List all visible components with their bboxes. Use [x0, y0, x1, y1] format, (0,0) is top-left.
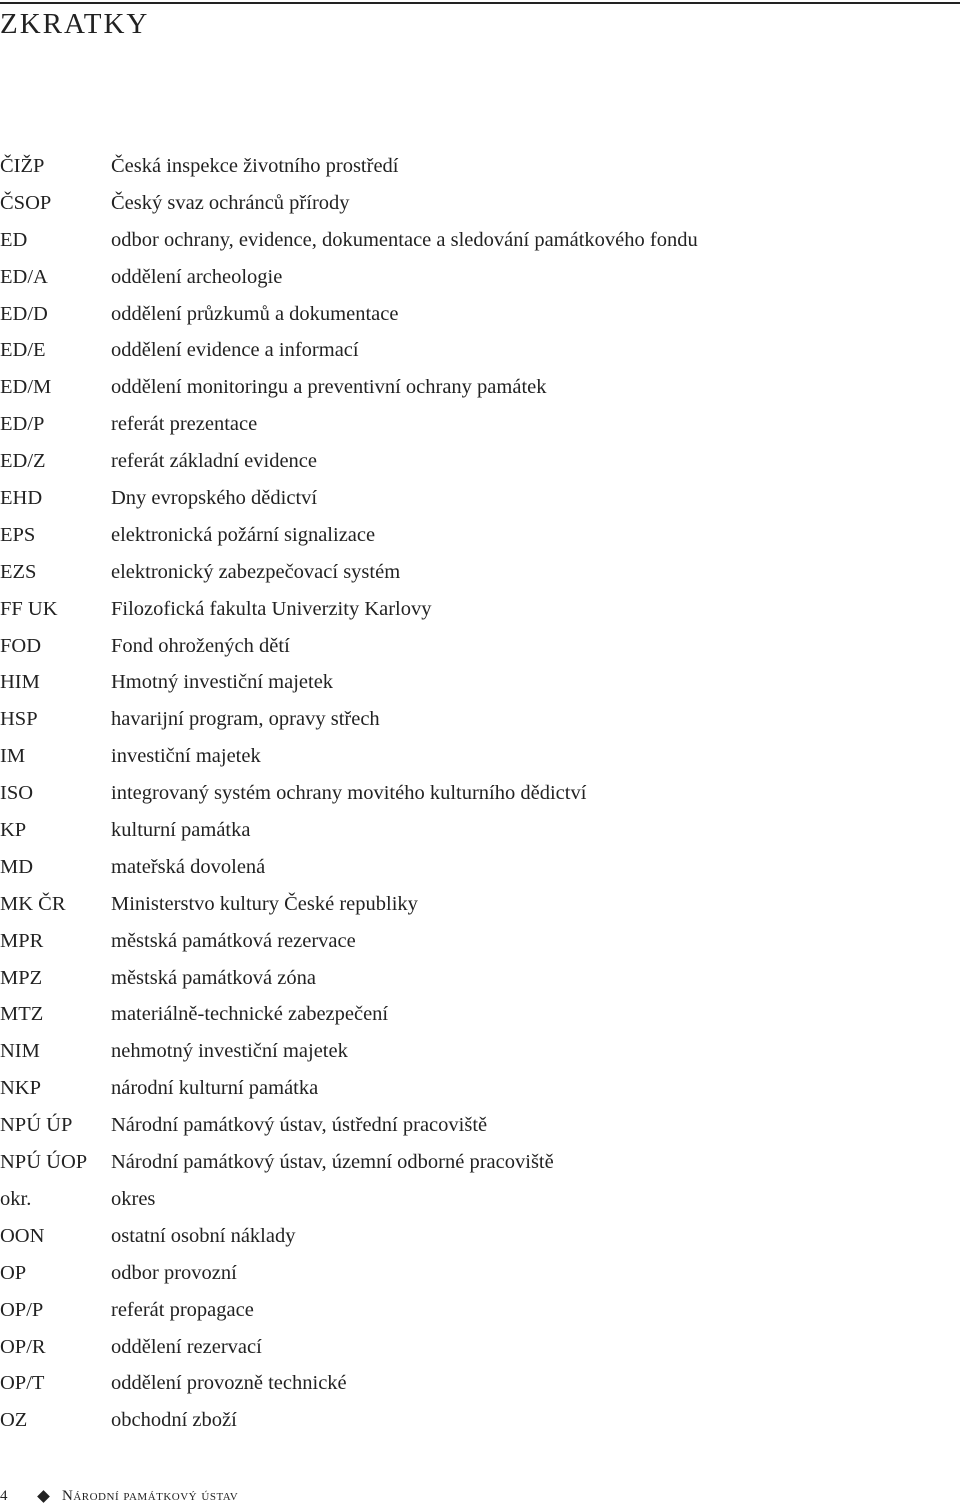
abbreviation-meaning: Národní památkový ústav, územní odborné pracoviště — [111, 1151, 554, 1174]
abbreviation-row — [0, 1365, 900, 1402]
abbreviation-code: NKP — [0, 1077, 42, 1100]
abbreviation-row — [0, 369, 900, 406]
abbreviation-row — [0, 960, 900, 997]
abbreviation-row — [0, 406, 900, 443]
abbreviation-row — [0, 1292, 900, 1329]
abbreviation-meaning: Hmotný investiční majetek — [111, 671, 334, 694]
abbreviation-code: FF UK — [0, 597, 58, 620]
abbreviation-code: IM — [0, 745, 26, 768]
abbreviation-meaning: Česká inspekce životního prostředí — [111, 155, 399, 177]
abbreviation-meaning: městská památková zóna — [111, 966, 316, 989]
abbreviation-row — [0, 775, 900, 812]
abbreviation-meaning: kulturní památka — [111, 819, 251, 842]
abbreviation-code: ED/E — [0, 339, 46, 362]
abbreviation-code: OP/P — [0, 1298, 44, 1321]
abbreviation-code: ČIŽP — [0, 155, 45, 177]
abbreviation-meaning: městská památková rezervace — [111, 929, 356, 952]
page-number: 4 — [0, 1488, 8, 1504]
abbreviation-code: HSP — [0, 708, 38, 731]
abbreviation-row — [0, 664, 900, 701]
header-rule — [0, 2, 960, 4]
abbreviation-meaning: oddělení provozně technické — [111, 1372, 347, 1395]
abbreviation-row — [0, 148, 900, 185]
abbreviation-row — [0, 517, 900, 554]
publisher-name: Národní památkový ústav — [62, 1488, 239, 1504]
abbreviation-row — [0, 849, 900, 886]
abbreviation-list — [0, 148, 900, 1439]
abbreviation-meaning: oddělení evidence a informací — [111, 339, 359, 362]
abbreviation-meaning: odbor provozní — [111, 1261, 237, 1284]
abbreviation-meaning: mateřská dovolená — [111, 855, 266, 878]
abbreviation-meaning: odbor ochrany, evidence, dokumentace a sledování památkového fondu — [111, 228, 698, 251]
abbreviation-code: ED — [0, 228, 28, 251]
abbreviation-meaning: investiční majetek — [111, 745, 261, 768]
abbreviation-row — [0, 886, 900, 923]
abbreviation-row — [0, 923, 900, 960]
abbreviation-code: OP/T — [0, 1372, 45, 1395]
abbreviation-row — [0, 443, 900, 480]
abbreviation-code: ED/Z — [0, 450, 46, 473]
page-title: ZKRATKY — [0, 8, 150, 40]
abbreviation-row — [0, 185, 900, 222]
abbreviation-code: HIM — [0, 671, 40, 694]
abbreviation-code: MK ČR — [0, 892, 66, 915]
abbreviation-meaning: Český svaz ochránců přírody — [111, 191, 350, 214]
abbreviation-code: EZS — [0, 560, 37, 583]
abbreviation-row — [0, 701, 900, 738]
abbreviation-meaning: Filozofická fakulta Univerzity Karlovy — [111, 597, 432, 620]
abbreviation-code: NPÚ ÚP — [0, 1114, 73, 1137]
abbreviation-meaning: obchodní zboží — [111, 1409, 237, 1432]
abbreviation-code: ED/M — [0, 376, 52, 399]
abbreviation-row — [0, 1144, 900, 1181]
abbreviation-meaning: národní kulturní památka — [111, 1077, 319, 1100]
abbreviation-row — [0, 259, 900, 296]
abbreviation-row — [0, 554, 900, 591]
abbreviation-code: ED/P — [0, 413, 45, 436]
abbreviation-meaning: oddělení průzkumů a dokumentace — [111, 302, 399, 325]
abbreviation-code: ISO — [0, 782, 34, 805]
abbreviation-meaning: oddělení rezervací — [111, 1335, 262, 1358]
abbreviation-meaning: Národní památkový ústav, ústřední pracoviště — [111, 1114, 488, 1137]
abbreviation-code: FOD — [0, 634, 42, 657]
abbreviation-row — [0, 332, 900, 369]
abbreviation-code: KP — [0, 819, 27, 842]
abbreviation-code: okr. — [0, 1187, 32, 1210]
abbreviation-code: EHD — [0, 487, 43, 510]
abbreviation-meaning: elektronický zabezpečovací systém — [111, 560, 401, 583]
abbreviation-row — [0, 1107, 900, 1144]
abbreviation-meaning: Ministerstvo kultury České republiky — [111, 892, 418, 915]
abbreviation-row — [0, 1181, 900, 1218]
abbreviation-meaning: Dny evropského dědictví — [111, 487, 318, 510]
abbreviation-meaning: materiálně-technické zabezpečení — [111, 1003, 389, 1026]
abbreviation-code: OP/R — [0, 1335, 46, 1358]
abbreviation-code: ČSOP — [0, 191, 52, 214]
abbreviation-row — [0, 1402, 900, 1439]
abbreviation-row — [0, 1255, 900, 1292]
abbreviation-code: MPR — [0, 929, 44, 952]
abbreviation-row — [0, 1070, 900, 1107]
abbreviation-row — [0, 1329, 900, 1366]
abbreviation-code: MD — [0, 855, 34, 878]
abbreviation-meaning: okres — [111, 1187, 156, 1210]
abbreviation-code: EPS — [0, 523, 36, 546]
abbreviation-meaning: nehmotný investiční majetek — [111, 1040, 348, 1063]
abbreviation-row — [0, 591, 900, 628]
abbreviation-meaning: Fond ohrožených dětí — [111, 634, 290, 657]
abbreviation-code: NIM — [0, 1040, 40, 1063]
abbreviation-code: OZ — [0, 1409, 28, 1432]
abbreviation-meaning: elektronická požární signalizace — [111, 523, 376, 546]
abbreviation-code: MTZ — [0, 1003, 44, 1026]
abbreviation-code: ED/D — [0, 302, 48, 325]
abbreviation-meaning: havarijní program, opravy střech — [111, 708, 380, 731]
abbreviation-meaning: oddělení archeologie — [111, 265, 283, 288]
abbreviation-meaning: referát základní evidence — [111, 450, 318, 473]
abbreviation-row — [0, 222, 900, 259]
abbreviation-row — [0, 296, 900, 333]
abbreviation-code: OP — [0, 1261, 27, 1284]
abbreviation-row — [0, 812, 900, 849]
abbreviation-code: MPZ — [0, 966, 43, 989]
abbreviation-row — [0, 628, 900, 665]
abbreviation-code: NPÚ ÚOP — [0, 1151, 88, 1174]
abbreviation-code: OON — [0, 1224, 45, 1247]
abbreviation-row — [0, 996, 900, 1033]
abbreviation-row — [0, 480, 900, 517]
abbreviation-row — [0, 1218, 900, 1255]
abbreviation-row — [0, 738, 900, 775]
abbreviation-code: ED/A — [0, 265, 48, 288]
abbreviation-meaning: integrovaný systém ochrany movitého kulturního dědictví — [111, 782, 587, 805]
abbreviation-meaning: referát propagace — [111, 1298, 254, 1321]
abbreviation-row — [0, 1033, 900, 1070]
diamond-icon — [37, 1490, 50, 1503]
abbreviation-meaning: oddělení monitoringu a preventivní ochrany památek — [111, 376, 547, 399]
abbreviation-meaning: referát prezentace — [111, 413, 258, 436]
abbreviation-meaning: ostatní osobní náklady — [111, 1224, 296, 1247]
